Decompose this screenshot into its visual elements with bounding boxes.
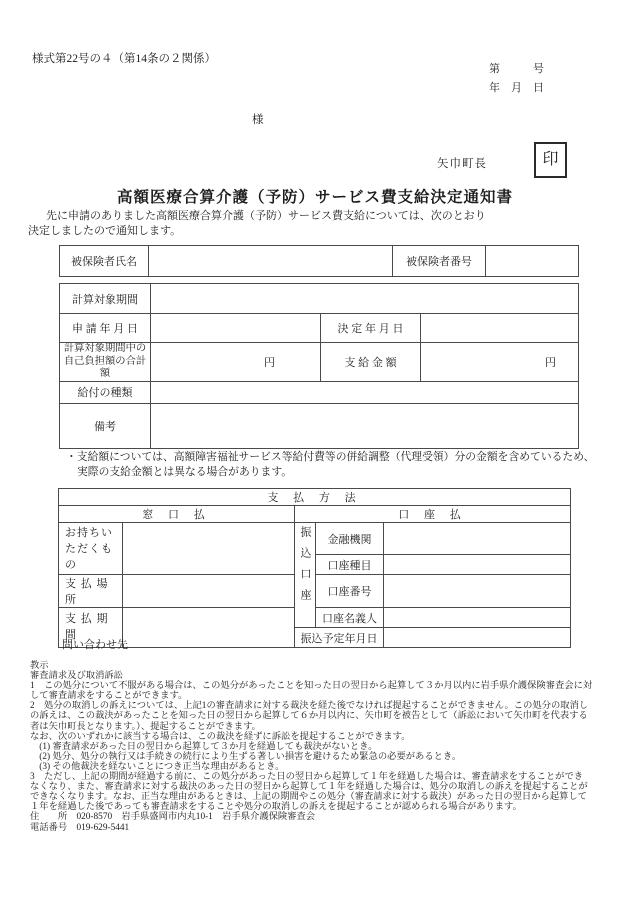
payment-method-header: 支 払 方 法 — [59, 489, 571, 506]
insured-table — [59, 245, 579, 277]
copay-total-label — [60, 343, 151, 382]
legal-line: 審査請求及び取消訴訟 — [30, 671, 123, 682]
application-date-label: 申 請 年 月 日 — [60, 314, 151, 343]
table-row — [60, 246, 579, 277]
bank-label: 金融機関 — [316, 523, 384, 555]
account-holder-label: 口座名義人 — [316, 608, 384, 628]
doc-date-line: 年 月 日 — [489, 82, 544, 94]
intro-line-1: 先に申請のありました高額医療合算介護（予防）サービス費支給については、次のとおり — [46, 210, 486, 222]
payment-place-label: 支 払 場 所 — [59, 575, 123, 608]
account-number-label: 口座番号 — [316, 575, 384, 608]
table-row — [59, 608, 571, 628]
legal-line: なくなり、また、審査請求に対する裁決のあった日の翌日から起算して１年を経過した場合は、処分の取消しの訴えを提起することが — [30, 782, 588, 793]
decision-date-label: 決 定 年 月 日 — [321, 314, 421, 343]
benefit-type-value — [151, 381, 579, 403]
bring-items-label: お持ちいただくもの — [59, 523, 123, 575]
insured-number-value — [486, 246, 579, 277]
table-row — [59, 506, 571, 523]
payment-method-table — [58, 488, 571, 648]
adjustment-note — [66, 450, 606, 480]
bring-items-value — [123, 523, 295, 575]
legal-line: (1) 審査請求があった日の翌日から起算して３か月を経過しても裁決がないとき。 — [30, 741, 378, 752]
payment-place-value — [123, 575, 295, 608]
account-holder-value — [384, 608, 571, 628]
legal-line: の訴えは、この裁決があったことを知った日の翌日から起算して６か月以内に、矢巾町を被告として（訴訟において矢巾町を代表する — [30, 711, 588, 722]
doc-number-line: 第 号 — [489, 63, 544, 75]
table-row — [60, 381, 579, 403]
calc-period-value — [151, 284, 579, 314]
account-payment-header: 口 座 払 — [295, 506, 571, 523]
note-line-1: ・支給額については、高額障害福祉サービス等給付費等の併給調整（代理受領）分の金額を含めているため、 — [66, 451, 595, 463]
account-type-value — [384, 555, 571, 575]
legal-line: 者は矢巾町長となります。）、提起することができます。 — [30, 721, 261, 732]
copay-total-value: 円 — [151, 343, 321, 382]
legal-line: (3) その他裁決を経ないことにつき正当な理由があるとき。 — [30, 761, 285, 772]
table-row — [60, 343, 579, 382]
legal-line: 教示 — [30, 661, 49, 671]
table-row — [59, 489, 571, 506]
legal-line: １年を経過した後であっても審査請求をすることや処分の取消しの訴えを提起することが認められる場合があります。 — [30, 802, 522, 813]
table-row — [60, 403, 579, 448]
note-line-2: 実際の支給金額とは異なる場合があります。 — [77, 466, 293, 478]
legal-line: 電話番号 019-629-5441 — [30, 822, 130, 833]
intro-paragraph — [28, 209, 588, 239]
seal-icon: 印 — [542, 151, 559, 168]
bank-value — [384, 523, 571, 555]
payment-period-value — [123, 608, 295, 648]
contact-label: 問い合わせ先 — [62, 639, 128, 651]
legal-line: できなくなります。なお、正当な理由があるときは、上記の期間やこの処分（審査請求に対する裁決）があった日の翌日から起算して — [30, 792, 587, 803]
window-payment-header: 窓 口 払 — [59, 506, 295, 523]
insured-number-label: 被保険者番号 — [393, 246, 486, 277]
form-number: 様式第22号の４（第14条の２関係） — [32, 53, 216, 65]
decision-table — [59, 283, 579, 449]
copay-total-label-line2: 自己負担額の合計額 — [63, 355, 147, 379]
legal-line: して審査請求をすることができます。 — [30, 691, 188, 702]
issuer-name: 矢巾町長 — [437, 158, 487, 170]
benefit-type-label: 給付の種類 — [60, 381, 151, 403]
account-number-value — [384, 575, 571, 608]
remarks-label: 備考 — [60, 403, 151, 448]
calc-period-label: 計算対象期間 — [60, 284, 151, 314]
transfer-date-label: 振込予定年月日 — [295, 628, 384, 648]
seal-box — [534, 142, 567, 178]
insured-name-label: 被保険者氏名 — [60, 246, 149, 277]
table-row — [60, 314, 579, 343]
addressee-suffix: 様 — [252, 114, 264, 126]
table-row — [59, 575, 571, 608]
page-title: 高額医療合算介護（予防）サービス費支給決定通知書 — [116, 189, 513, 206]
payment-amount-value: 円 — [421, 343, 579, 382]
legal-line: 2 処分の取消しの訴えについては、上記1の審査請求に対する裁決を経た後でなければ提起することができません。この処分の取消し — [30, 701, 589, 712]
intro-line-2: 決定しましたので通知します。 — [28, 225, 182, 237]
legal-line: 住 所 020-8570 岩手県盛岡市内丸10-1 岩手県介護保険審査会 — [30, 812, 316, 823]
legal-line: 3 ただし、上記の期間が経過する前に、この処分があった日の翌日から起算して１年を経過した場合は、審査請求をすることができ — [30, 772, 584, 783]
payment-period-label: 支 払 期 間 — [59, 608, 123, 648]
table-row — [60, 284, 579, 314]
account-type-label: 口座種目 — [316, 555, 384, 575]
remarks-value — [151, 403, 579, 448]
legal-line: (2) 処分、処分の執行又は手続きの続行により生ずる著しい損害を避けるため緊急の必要があるとき。 — [30, 751, 462, 762]
legal-line: なお、次のいずれかに該当する場合は、この裁決を経ずに訴訟を提起することができます。 — [30, 731, 411, 742]
transfer-date-value — [384, 628, 571, 648]
insured-name-value — [149, 246, 393, 277]
decision-date-value — [421, 314, 579, 343]
copay-total-label-line1: 計算対象期間中の — [63, 343, 147, 354]
legal-line: 1 この処分について不服がある場合は、この処分があったことを知った日の翌日から起算して３か月以内に岩手県介護保険審査会に対 — [30, 681, 593, 692]
application-date-value — [151, 314, 321, 343]
payment-amount-label: 支 給 金 額 — [321, 343, 421, 382]
transfer-account-vertical-label: 振込口座 — [295, 523, 316, 628]
legal-notice — [30, 661, 605, 833]
table-row — [59, 523, 571, 555]
